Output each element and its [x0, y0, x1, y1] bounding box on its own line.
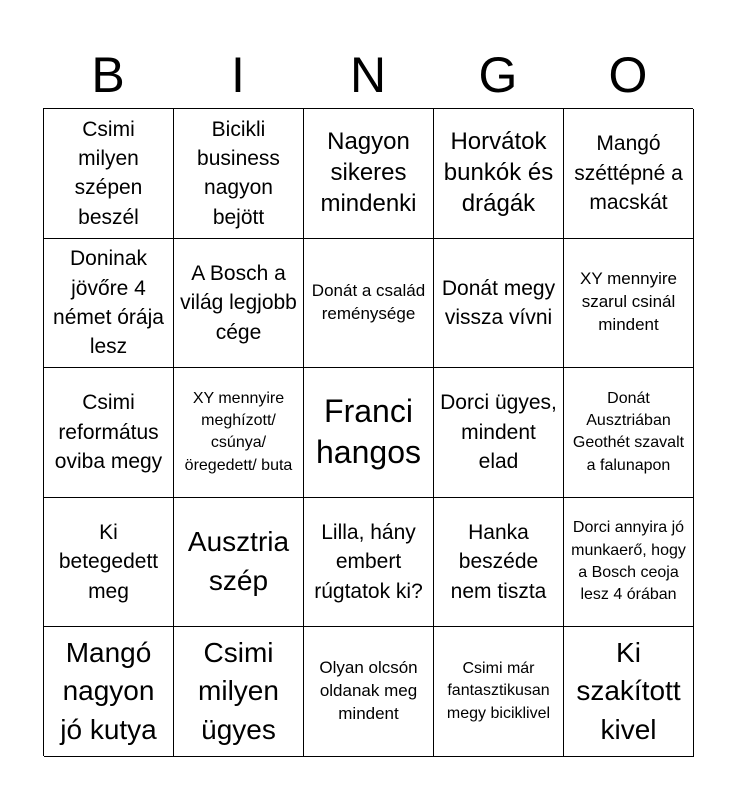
- header-letter-g: G: [478, 47, 518, 103]
- bingo-cell-r2-c5[interactable]: [564, 239, 694, 369]
- bingo-board: [43, 108, 693, 756]
- header-letter-o: O: [608, 47, 648, 103]
- bingo-cell-r2-c1[interactable]: [44, 239, 174, 369]
- cell-text: Dorci ügyes, mindent elad: [440, 391, 557, 474]
- bingo-cell-r3-c3[interactable]: [304, 368, 434, 498]
- bingo-cell-r5-c1[interactable]: [44, 627, 174, 757]
- cell-text: XY mennyire szarul csinál mindent: [579, 269, 677, 335]
- bingo-cell-r1-c3[interactable]: [304, 109, 434, 239]
- cell-text: Ki szakított kivel: [576, 636, 681, 745]
- cell-text: Hanka beszéde nem tiszta: [450, 520, 547, 603]
- bingo-cell-r1-c4[interactable]: [434, 109, 564, 239]
- cell-text: XY mennyire meghízott/ csúnya/ öregedett/ buta: [184, 389, 293, 474]
- bingo-cell-r2-c4[interactable]: [434, 239, 564, 369]
- cell-text: Csimi református oviba megy: [54, 391, 163, 474]
- bingo-cell-r3-c4[interactable]: [434, 368, 564, 498]
- cell-text: Lilla, hány embert rúgtatok ki?: [314, 520, 423, 603]
- cell-text: Ausztria szép: [187, 526, 290, 597]
- bingo-cell-r3-c1[interactable]: [44, 368, 174, 498]
- cell-text: Horvátok bunkók és drágák: [443, 128, 554, 217]
- bingo-cell-r2-c3[interactable]: [304, 239, 434, 369]
- bingo-cell-r3-c2[interactable]: [174, 368, 304, 498]
- bingo-cell-r3-c5[interactable]: [564, 368, 694, 498]
- bingo-cell-r5-c4[interactable]: [434, 627, 564, 757]
- cell-text: Donát a család reménysége: [311, 280, 426, 323]
- bingo-cell-r5-c2[interactable]: [174, 627, 304, 757]
- header-letter-n: N: [349, 47, 387, 103]
- cell-text: Mangó nagyon jó kutya: [60, 636, 157, 745]
- bingo-cell-r4-c1[interactable]: [44, 498, 174, 628]
- bingo-header: [43, 44, 693, 106]
- bingo-cell-r1-c2[interactable]: [174, 109, 304, 239]
- cell-text: Csimi milyen szépen beszél: [74, 117, 143, 229]
- bingo-cell-r5-c3[interactable]: [304, 627, 434, 757]
- cell-text: Donát Ausztriában Geothét szavalt a falunapon: [572, 389, 685, 474]
- bingo-cell-r4-c3[interactable]: [304, 498, 434, 628]
- cell-text: Ki betegedett meg: [58, 520, 159, 603]
- cell-text: Bicikli business nagyon bejött: [197, 117, 280, 229]
- bingo-cell-r1-c1[interactable]: [44, 109, 174, 239]
- bingo-cell-r2-c2[interactable]: [174, 239, 304, 369]
- bingo-cell-r4-c5[interactable]: [564, 498, 694, 628]
- bingo-cell-r1-c5[interactable]: [564, 109, 694, 239]
- cell-text: A Bosch a világ legjobb cége: [180, 261, 297, 344]
- cell-text: Olyan olcsón oldanak meg mindent: [319, 658, 418, 724]
- cell-text: Dorci annyira jó munkaerő, hogy a Bosch ceoja lesz 4 órában: [571, 519, 686, 604]
- cell-text: Csimi már fantasztikusan megy biciklivel: [446, 660, 551, 722]
- header-letter-b: B: [91, 47, 125, 103]
- header-letter-i: I: [231, 47, 245, 103]
- bingo-cell-r5-c5[interactable]: [564, 627, 694, 757]
- cell-text: Donát megy vissza vívni: [441, 276, 556, 329]
- cell-text: Csimi milyen ügyes: [198, 636, 279, 745]
- cell-text: Doninak jövőre 4 német órája lesz: [53, 247, 164, 359]
- cell-text: Franci hangos: [316, 392, 421, 471]
- bingo-cell-r4-c2[interactable]: [174, 498, 304, 628]
- bingo-cell-r4-c4[interactable]: [434, 498, 564, 628]
- cell-text: Nagyon sikeres mindenki: [320, 128, 417, 217]
- cell-text: Mangó széttépné a macskát: [574, 132, 683, 214]
